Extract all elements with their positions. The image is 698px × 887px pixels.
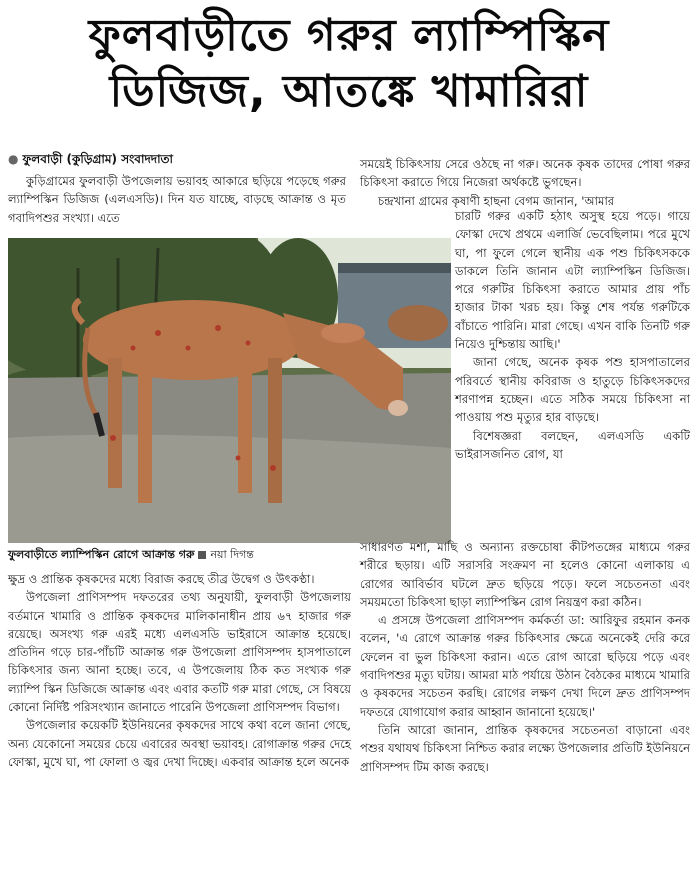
left-column-bottom [8,570,351,771]
paragraph: বিশেষজ্ঞরা বলছেন, এলএসডি একটি ভাইরাসজনিত রোগ, যা [455,428,690,461]
paragraph: এ প্রসঙ্গে উপজেলা প্রাণিসম্পদ কর্মকর্তা ডা: আরিফুর রহমান কনক বলেন, 'এ রোগে আক্রান্ত গরুর চিকিৎসার ক্ষেত্রে অনেকেই দেরি করে ফেলেন বা ভুল চিকিৎসা করান। এতে রোগ আরো ছড়িয়ে পড়ে এবং গবাদিপশুর মৃত্যু ঘটায়। আমরা মাঠ পর্যায়ে উঠান বৈঠকের মাধ্যমে খামারি ও কৃষকদের সচেতন করছি। রোগের লক্ষণ দেখা দিলে দ্রুত প্রাণিসম্পদ দফতরে যোগাযোগ করার আহ্বান জানানো হয়েছে।' [360,613,690,719]
right-column-bottom [360,538,690,776]
paragraph: কুড়িগ্রামের ফুলবাড়ী উপজেলায় ভয়াবহ আকারে ছড়িয়ে পড়েছে গরুর ল্যাম্পিস্কিন ডিজিজ (এলএসডি)। দিন যত যাচ্ছে, বাড়ছে আক্রান্ত ও মৃত গবাদিপশুর সংখ্যা। এতে [8,174,346,225]
paragraph: জানা গেছে, অনেক কৃষক পশু হাসপাতালের পরিবর্তে স্থানীয় কবিরাজ ও হাতুড়ে চিকিৎসকদের শরণাপন্ন হচ্ছেন। এতে সঠিক সময়ে চিকিৎসা না পাওয়ায় পশু মৃত্যুর হার বাড়ছে। [455,355,690,425]
news-photo [8,238,451,543]
right-column-middle [455,207,690,463]
right-column-top [360,155,690,210]
headline-line-2: ডিজিজ, আতঙ্কে খামারিরা [109,66,589,117]
cow-photo-illustration [8,238,451,543]
paragraph: উপজেলার কয়েকটি ইউনিয়নের কৃষকদের সাথে কথা বলে জানা গেছে, অন্য যেকোনো সময়ের চেয়ে এবারের অবস্থা ভয়াবহ। রোগাক্রান্ত গরুর দেহে ফোস্কা, মুখে ঘা, পা ফোলা ও জ্বর দেখা দিচ্ছে। একবার আক্রান্ত হলে অনেক [8,718,351,769]
byline [8,150,348,168]
caption-text: ফুলবাড়ীতে ল্যাম্পিস্কিন রোগে আক্রান্ত গরু [8,548,195,561]
caption-square-icon [198,551,206,559]
left-column-top [8,172,346,227]
paragraph: ক্ষুদ্র ও প্রান্তিক কৃষকদের মধ্যে বিরাজ করছে তীব্র উদ্বেগ ও উৎকণ্ঠা। [8,572,315,586]
paragraph: চারটি গরুর একটি হঠাৎ অসুস্থ হয়ে পড়ে। গায়ে ফোস্কা দেখে প্রথমে এলার্জি ভেবেছিলাম। পরে মুখে ঘা, পা ফুলে গেলে স্থানীয় এক পশু চিকিৎসককে ডাকলে তিনি জানান এটা ল্যাম্পিস্কিন ডিজিজ। পরে গরুটির চিকিৎসা করাতে আমার প্রায় পাঁচ হাজার টাকা খরচ হয়। কিন্তু শেষ পর্যন্ত গরুটিকে বাঁচাতে পারিনি। মারা গেছে। এখন বাকি তিনটি গরু নিয়েও দুশ্চিন্তায় আছি।' [455,209,690,352]
caption-source: নয়া দিগন্ত [210,548,254,561]
paragraph: সময়েই চিকিৎসায় সেরে ওঠছে না গরু। অনেক কৃষক তাদের পোষা গরুর চিকিৎসা করাতে গিয়ে নিজেরা অর্থকষ্টে ভুগছেন। [360,157,690,190]
byline-text: ফুলবাড়ী (কুড়িগ্রাম) সংবাদদাতা [22,152,174,166]
paragraph: তিনি আরো জানান, প্রান্তিক কৃষকদের সচেতনতা বাড়ানো এবং পশুর যথাযথ চিকিৎসা নিশ্চিত করার লক্ষ্যে উপজেলার প্রতিটি ইউনিয়নে প্রাণিসম্পদ টিম কাজ করছে। [360,722,690,774]
headline-line-1: ফুলবাড়ীতে গরুর ল্যাম্পিস্কিন [88,10,610,61]
headline [0,8,698,120]
byline-bullet-icon: ● [8,152,19,166]
paragraph: চন্দ্রখানা গ্রামের কৃষাণী হাছনা বেগম জানান, 'আমার [378,193,615,208]
paragraph: সাধারণত মশা, মাছি ও অন্যান্য রক্তচোষা কীটপতঙ্গের মাধ্যমে গরুর শরীরে ছড়ায়। এটি সরাসরি সংক্রমণ না হলেও কোনো এলাকায় এ রোগের আবির্ভাব ঘটলে দ্রুত ছড়িয়ে পড়ে। ফলে সচেতনতা এবং সময়মতো চিকিৎসা ছাড়া ল্যাম্পিস্কিন রোগ নিয়ন্ত্রণ করা কঠিন। [360,540,690,609]
paragraph: উপজেলা প্রাণিসম্পদ দফতরের তথ্য অনুযায়ী, ফুলবাড়ী উপজেলায় বর্তমানে খামারি ও প্রান্তিক কৃষকদের মালিকানাধীন প্রায় ৬৭ হাজার গরু রয়েছে। অসংখ্য গরু এরই মধ্যে এলএসডি ভাইরাসে আক্রান্ত হয়েছে। প্রতিদিন গড়ে চার-পাঁচটি আক্রান্ত গরু উপজেলা প্রাণিসম্পদ হাসপাতালে চিকিৎসার জন্য আনা হচ্ছে। তবে, এ উপজেলায় ঠিক কত সংখ্যক গরু ল্যাম্পি স্কিন ডিজিজে আক্রান্ত এবং এবার কতটি গরু মারা গেছে, সে বিষয়ে কোনো নির্দিষ্ট পরিসংখ্যান জানাতে পারেনি উপজেলা প্রাণিসম্পদ বিভাগ। [8,590,351,715]
photo-caption [8,547,353,563]
